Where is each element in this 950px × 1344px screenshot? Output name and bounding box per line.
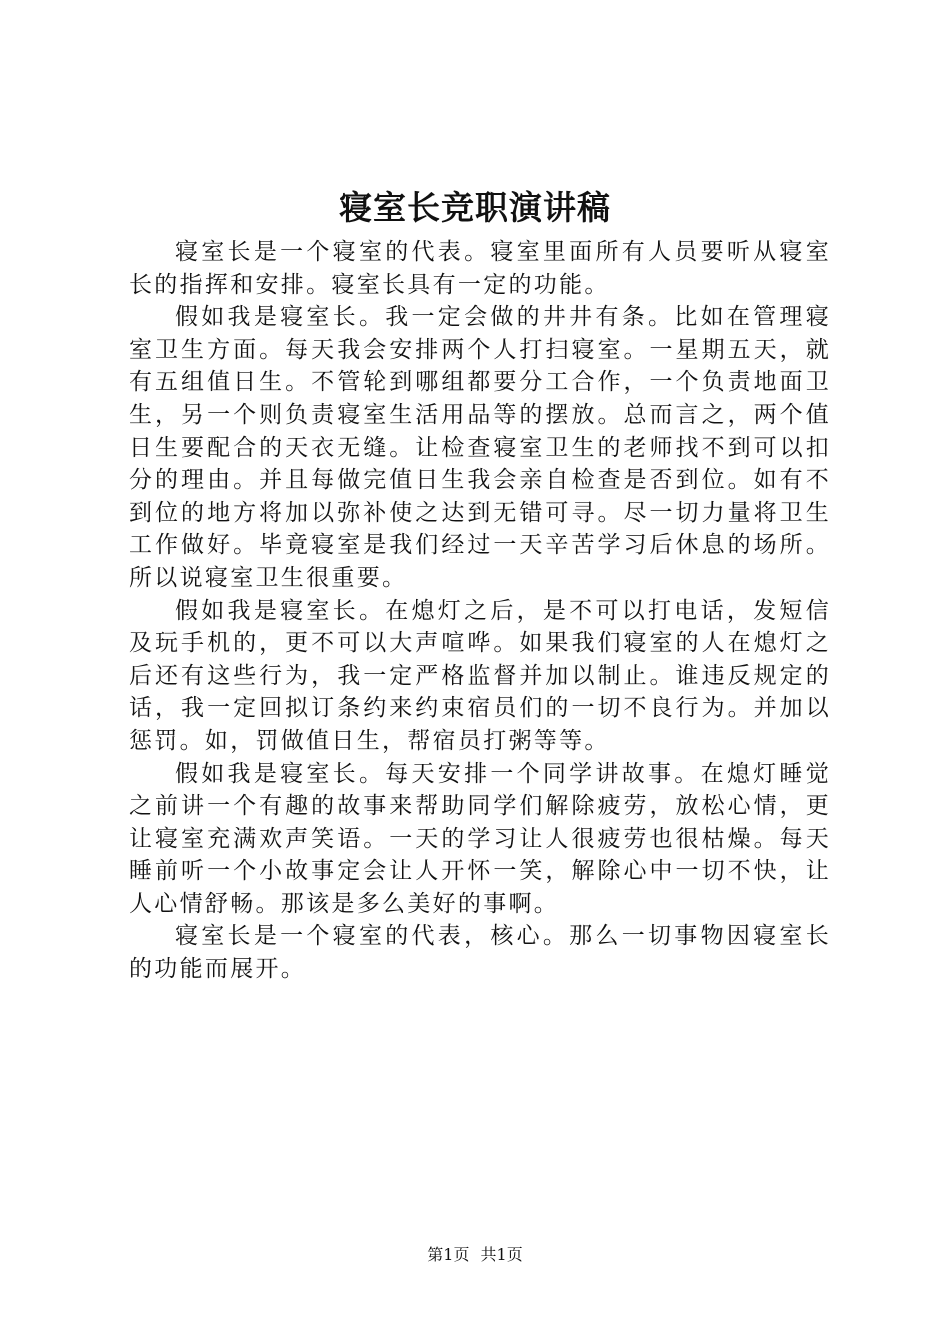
paragraph-4: 假如我是寝室长。每天安排一个同学讲故事。在熄灯睡觉之前讲一个有趣的故事来帮助同学们解除疲劳，放松心情，更让寝室充满欢声笑语。一天的学习让人很疲劳也很枯燥。每天睡前听一个小故事定会让人开怀一笑，解除心中一切不快，让人心情舒畅。那该是多么美好的事啊。 [129,760,831,917]
page-total: 共1页 [480,1245,523,1264]
paragraph-3: 假如我是寝室长。在熄灯之后，是不可以打电话，发短信及玩手机的，更不可以大声喧哗。如果我们寝室的人在熄灯之后还有这些行为，我一定严格监督并加以制止。谁违反规定的话，我一定回拟订条约来约束宿员们的一切不良行为。并加以惩罚。如，罚做值日生，帮宿员打粥等等。 [129,597,831,754]
paragraph-5: 寝室长是一个寝室的代表，核心。那么一切事物因寝室长的功能而展开。 [129,923,831,983]
paragraph-1: 寝室长是一个寝室的代表。寝室里面所有人员要听从寝室长的指挥和安排。寝室长具有一定的功能。 [129,239,831,298]
document-title: 寝室长竞职演讲稿 [339,188,611,227]
paragraph-2: 假如我是寝室长。我一定会做的井井有条。比如在管理寝室卫生方面。每天我会安排两个人打扫寝室。一星期五天，就有五组值日生。不管轮到哪组都要分工合作，一个负责地面卫生，另一个则负责寝室生活用品等的摆放。总而言之，两个值日生要配合的天衣无缝。让检查寝室卫生的老师找不到可以扣分的理由。并且每做完值日生我会亲自检查是否到位。如有不到位的地方将加以弥补使之达到无错可寻。尽一切力量将卫生工作做好。毕竟寝室是我们经过一天辛苦学习后休息的场所。所以说寝室卫生很重要。 [129,304,831,591]
page-footer [0,1244,950,1266]
document-body [129,236,831,986]
page-number: 第1页 [427,1245,470,1264]
